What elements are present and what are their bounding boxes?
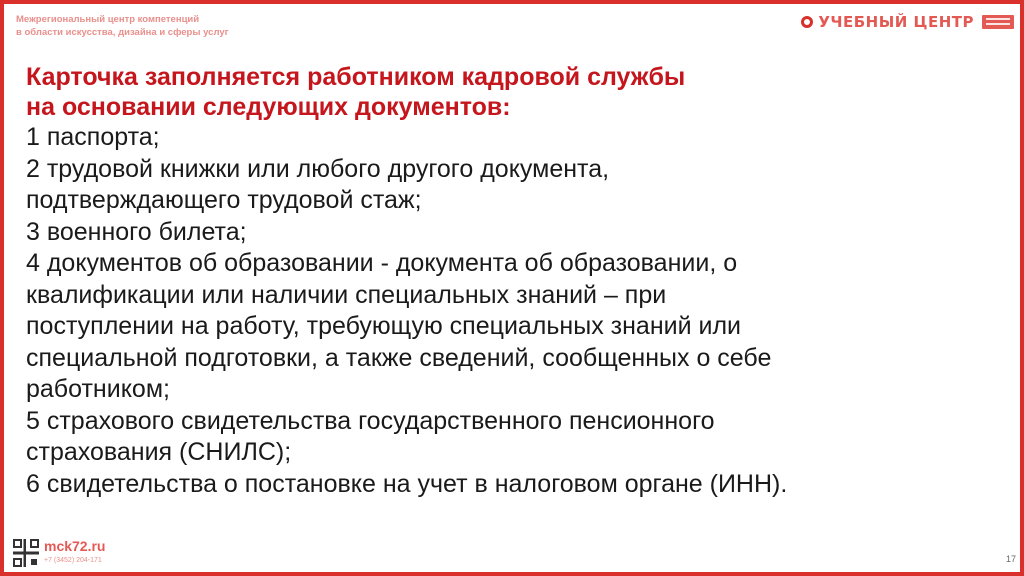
text-line: страхования (СНИЛС);	[26, 438, 292, 466]
slide-content	[26, 62, 986, 500]
organization-name	[16, 13, 229, 39]
brand-logo	[801, 13, 974, 31]
text-line: квалификации или наличии специальных знаний – при	[26, 280, 667, 309]
site-link[interactable]: mck72.ru	[44, 538, 106, 554]
phone-number: +7 (3452) 204-171	[44, 557, 102, 564]
text-line: 1 паспорта;	[26, 123, 160, 151]
brand-badge-icon	[982, 15, 1014, 29]
text-line: 5 страхового свидетельства государственного пенсионного	[26, 406, 715, 435]
text-line: 2 трудовой книжки или любого другого документа,	[26, 154, 610, 183]
text-line: подтверждающего трудовой стаж;	[26, 186, 422, 214]
text-line: 6 свидетельства о постановке на учет в налоговом органе (ИНН).	[26, 469, 788, 498]
text-line: 4 документов об образовании - документа об образовании, о	[26, 249, 738, 277]
heading-line-2: на основании следующих документов:	[26, 93, 511, 121]
text-line: специальной подготовки, а также сведений, сообщенных о себе	[26, 343, 772, 372]
brand-name: УЧЕБНЫЙ ЦЕНТР	[818, 13, 974, 31]
page-number: 17	[1005, 554, 1016, 564]
brand-ring-icon	[801, 16, 813, 28]
text-line: работником;	[26, 375, 170, 403]
org-line-2: в области искусства, дизайна и сферы услуг	[16, 27, 229, 38]
text-line: поступлении на работу, требующую специальных знаний или	[26, 312, 742, 340]
heading-line-1: Карточка заполняется работником кадровой службы	[26, 63, 686, 91]
org-line-1: Межрегиональный центр компетенций	[16, 14, 200, 25]
text-line: 3 военного билета;	[26, 217, 247, 246]
qr-code-icon	[13, 539, 39, 567]
